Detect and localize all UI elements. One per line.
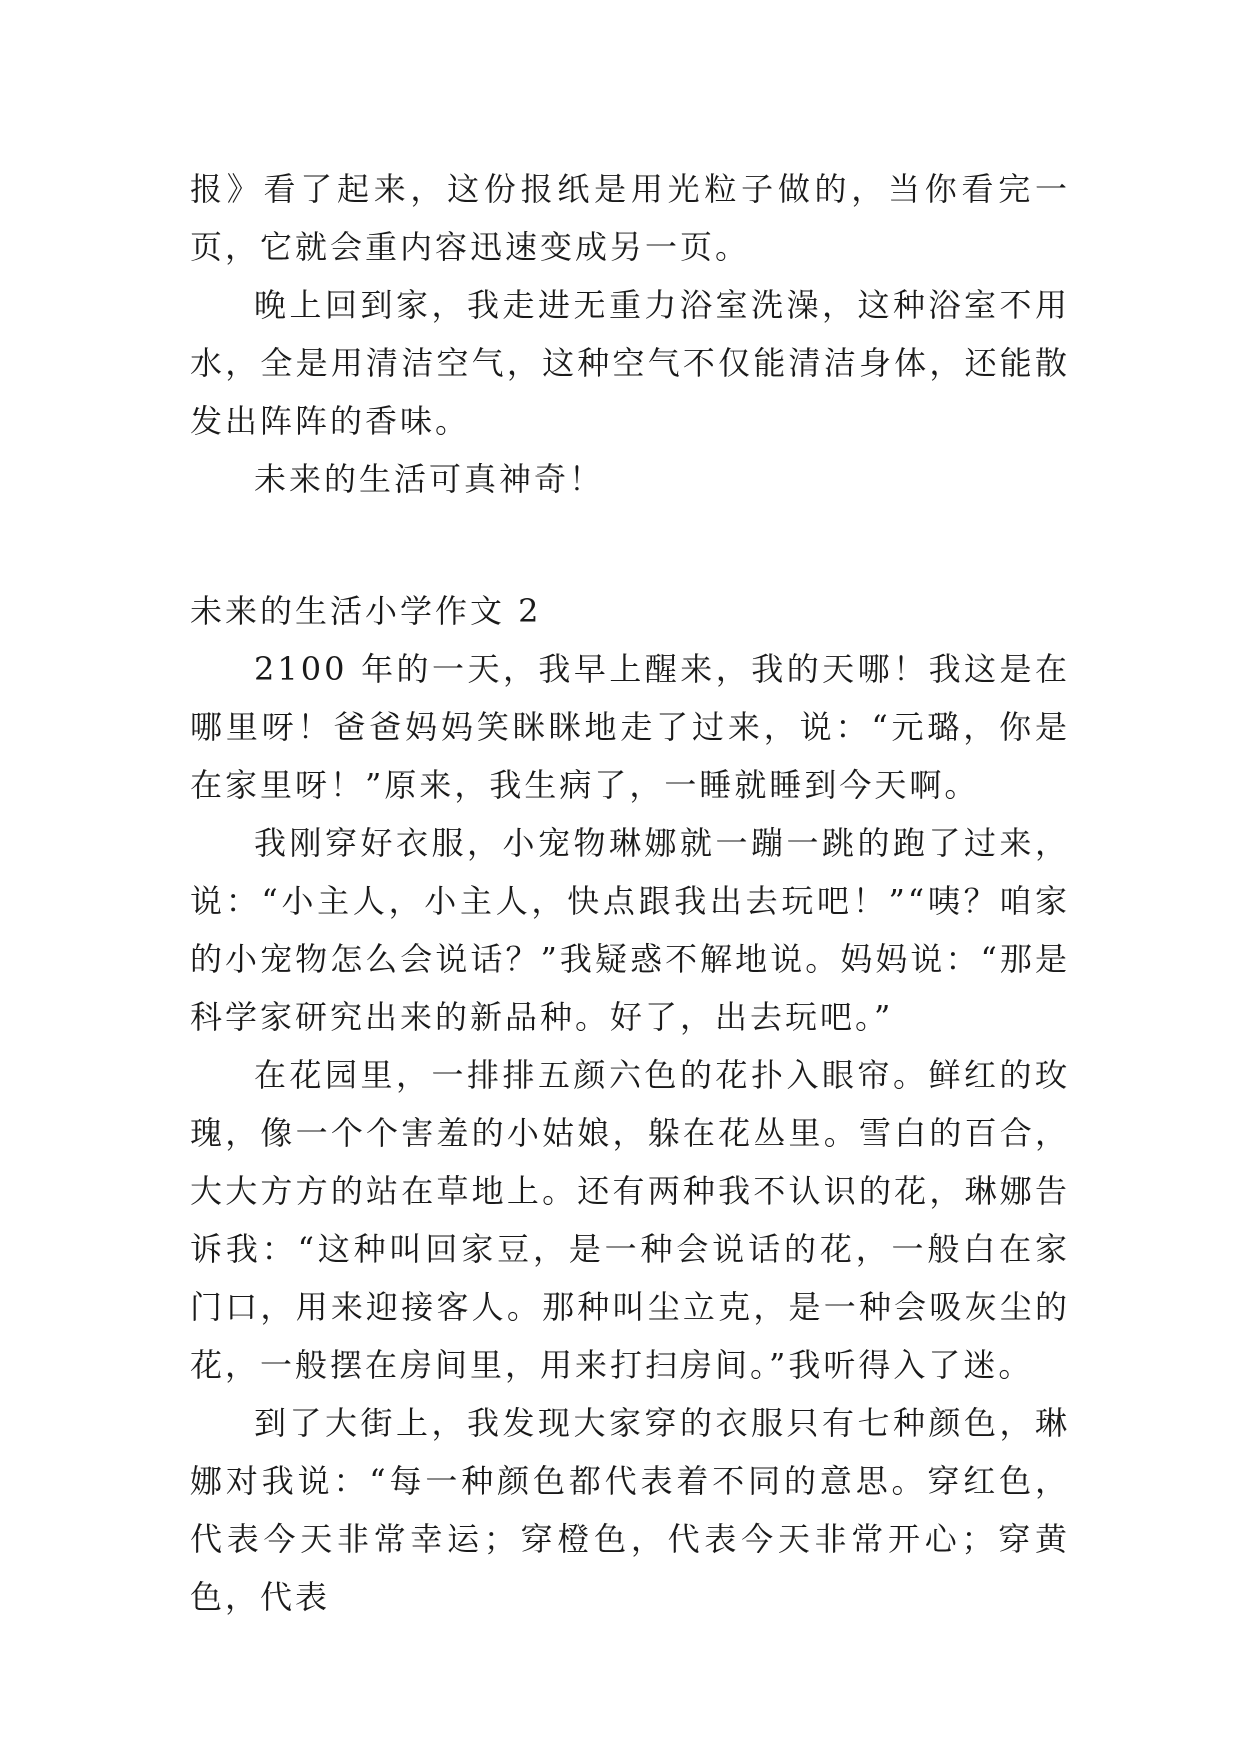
paragraph: 在花园里，一排排五颜六色的花扑入眼帘。鲜红的玫瑰，像一个个害羞的小姑娘，躲在花丛里。雪白的百合，大大方方的站在草地上。还有两种我不认识的花，琳娜告诉我：“这种叫回家豆，是一种会说话的花，一般白在家门口，用来迎接客人。那种叫尘立克，是一种会吸灰尘的花，一般摆在房间里，用来打扫房间。”我听得入了迷。 [190, 1056, 1070, 1384]
document-body [190, 160, 1070, 1626]
section-title: 未来的生活小学作文 2 [190, 592, 542, 630]
paragraph: 我刚穿好衣服，小宠物琳娜就一蹦一跳的跑了过来，说：“小主人，小主人，快点跟我出去玩吧！”“咦？咱家的小宠物怎么会说话？”我疑惑不解地说。妈妈说：“那是科学家研究出来的新品种。好了，出去玩吧。” [190, 824, 1070, 1036]
paragraph: 2100 年的一天，我早上醒来，我的天哪！我这是在哪里呀！爸爸妈妈笑眯眯地走了过来，说：“元璐，你是在家里呀！”原来，我生病了，一睡就睡到今天啊。 [190, 650, 1070, 804]
paragraph: 到了大街上，我发现大家穿的衣服只有七种颜色，琳娜对我说：“每一种颜色都代表着不同的意思。穿红色，代表今天非常幸运；穿橙色，代表今天非常开心；穿黄色，代表 [190, 1404, 1070, 1616]
paragraph-continued: 报》看了起来，这份报纸是用光粒子做的，当你看完一页，它就会重内容迅速变成另一页。 [190, 170, 1070, 266]
paragraph: 未来的生活可真神奇！ [254, 460, 605, 498]
paragraph: 晚上回到家，我走进无重力浴室洗澡，这种浴室不用水，全是用清洁空气，这种空气不仅能清洁身体，还能散发出阵阵的香味。 [190, 286, 1070, 440]
